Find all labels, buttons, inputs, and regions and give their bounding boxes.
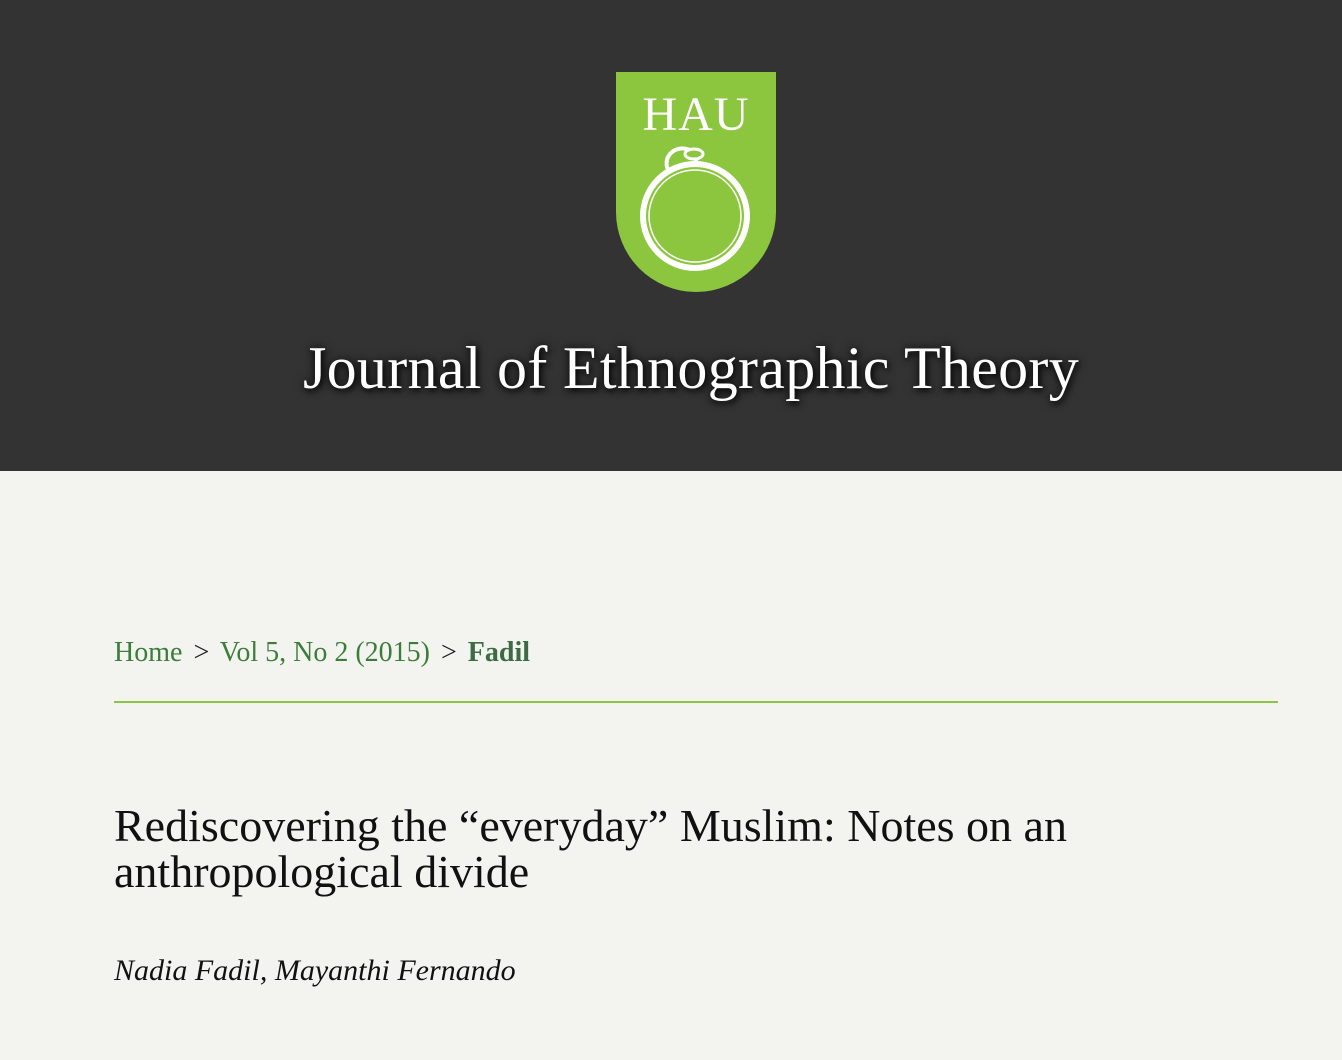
breadcrumb-separator: > <box>441 637 457 668</box>
article-authors: Nadia Fadil, Mayanthi Fernando <box>114 954 516 987</box>
breadcrumb <box>114 635 530 671</box>
logo-text: HAU <box>642 88 750 141</box>
journal-title[interactable]: Journal of Ethnographic Theory <box>302 335 1080 401</box>
site-header <box>0 0 1342 471</box>
breadcrumb-home-link[interactable]: Home <box>114 637 183 668</box>
breadcrumb-separator: > <box>193 637 210 668</box>
hau-logo[interactable] <box>616 72 776 292</box>
hau-logo-graphic <box>616 72 776 292</box>
divider <box>114 701 1278 703</box>
breadcrumb-current-link[interactable]: Fadil <box>467 637 531 668</box>
article-title: Rediscovering the “everyday” Muslim: Notes on an anthropological divide <box>114 800 1067 897</box>
breadcrumb-issue-link[interactable]: Vol 5, No 2 (2015) <box>219 637 430 668</box>
